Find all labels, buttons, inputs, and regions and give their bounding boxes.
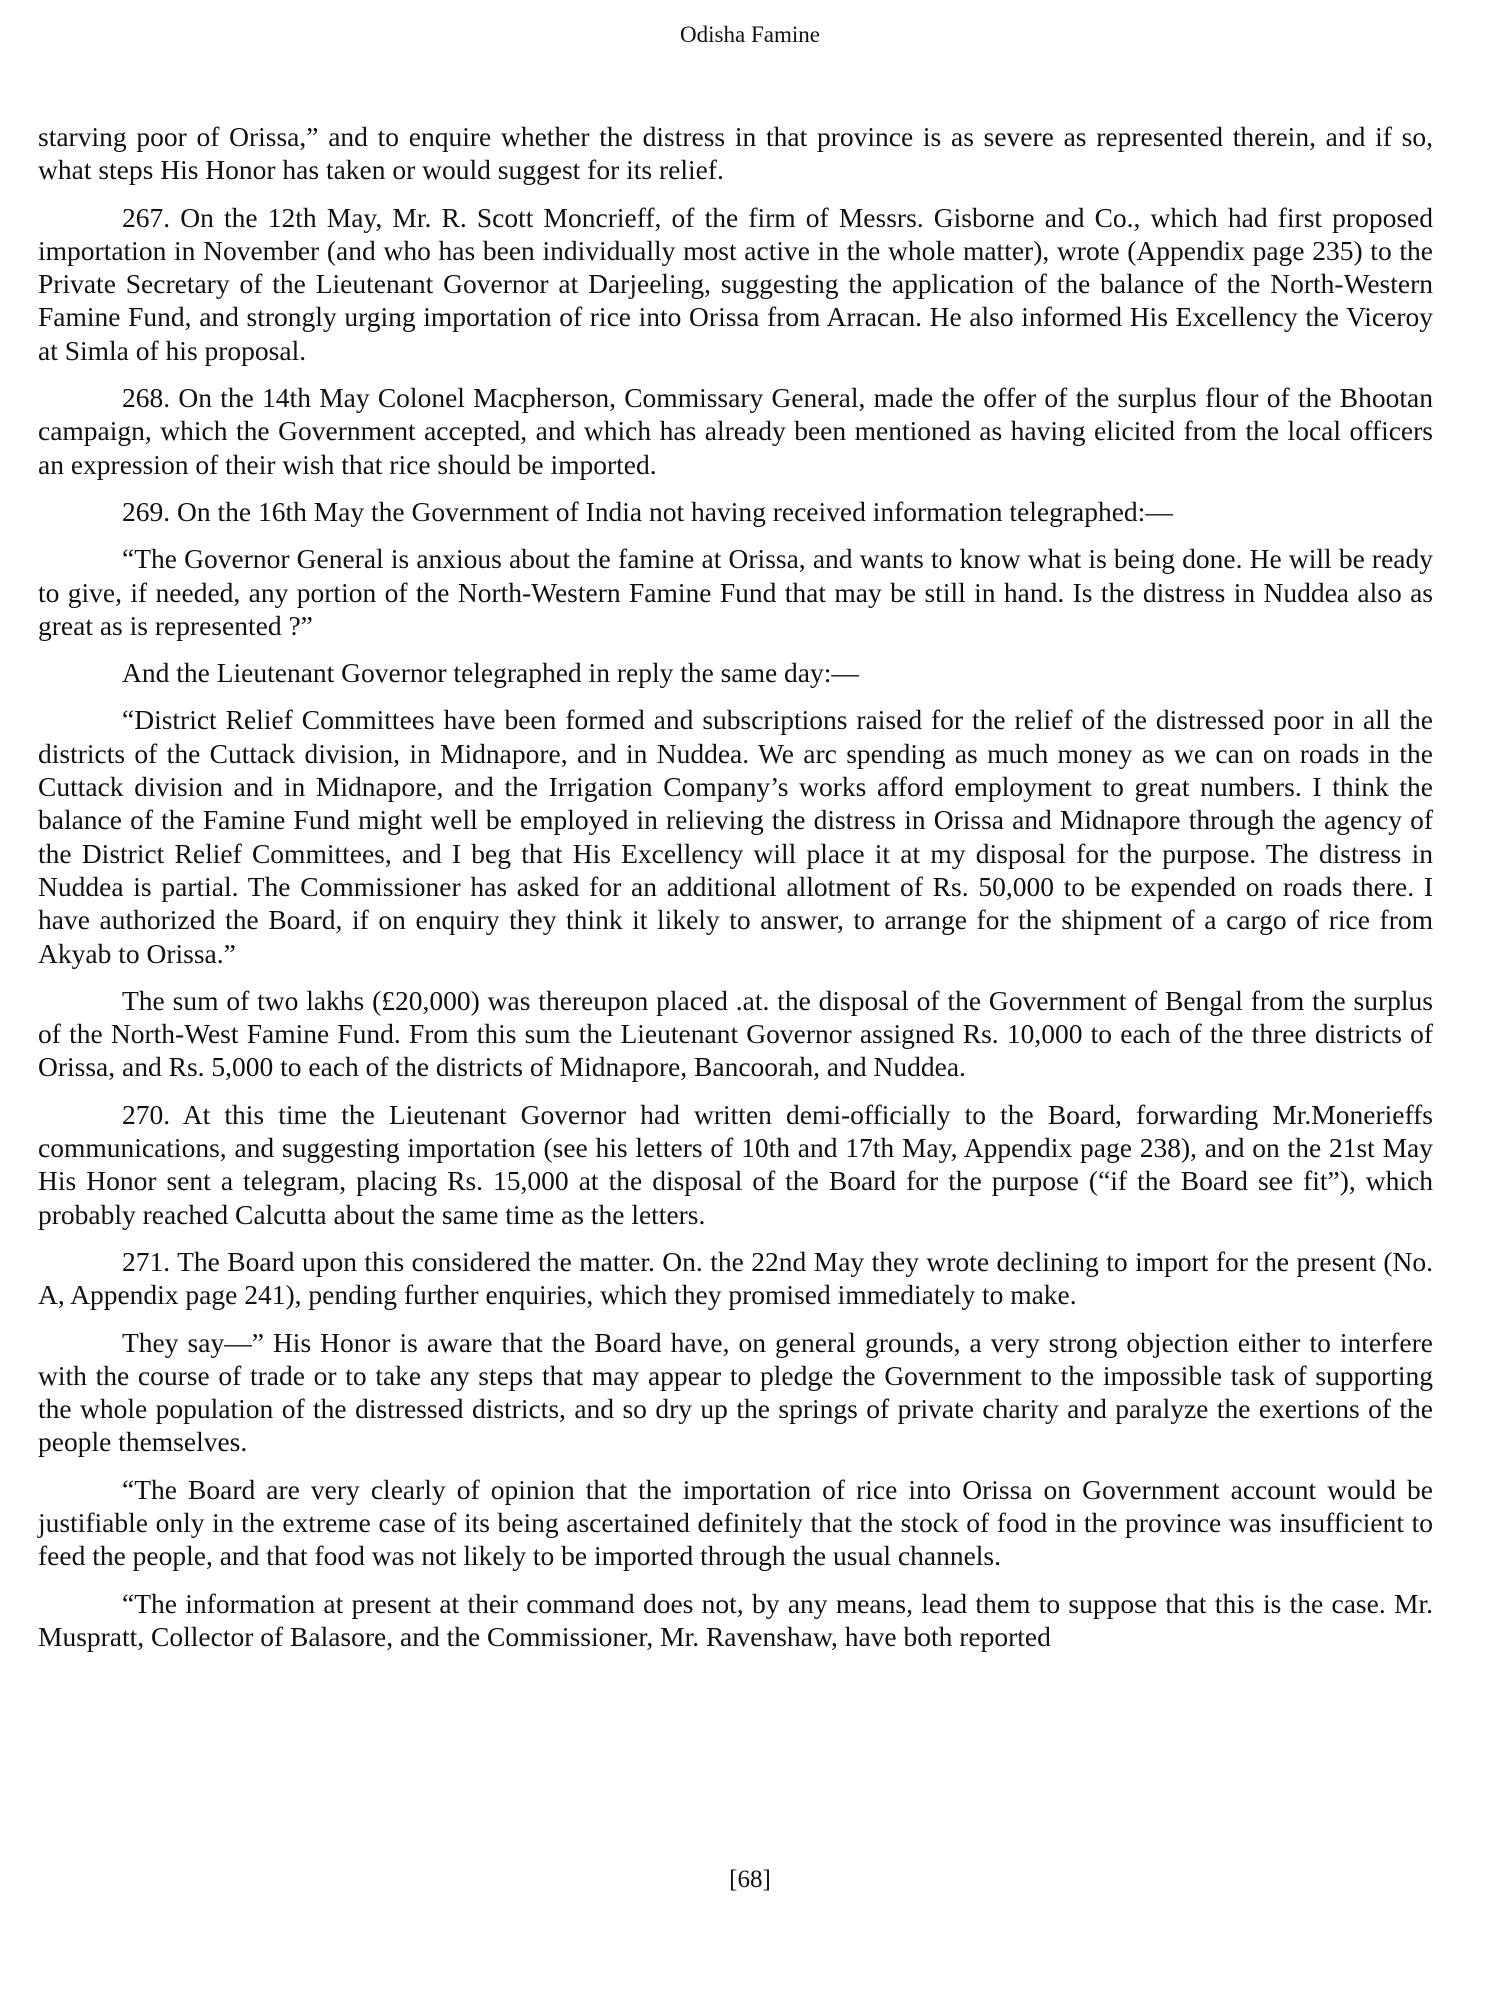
page-number: [68] — [729, 1866, 771, 1893]
paragraph-268: 268. On the 14th May Colonel Macpherson, Commissary General, made the offer of the surplus flour of the Bhootan campaign, which the Government accepted, and which has already been mentioned as having elicited from the local officers an expression of their wish that rice should be imported. — [38, 382, 1433, 480]
paragraph-continuation: starving poor of Orissa,” and to enquire whether the distress in that province is as severe as represented therein, and if so, what steps His Honor has taken or would suggest for its relief. — [38, 121, 1433, 186]
quote-board-opinion: “The Board are very clearly of opinion that the importation of rice into Orissa on Government account would be justifiable only in the extreme case of its being ascertained definitely that the stock of food in the province was insufficient to feed the people, and that food was not likely to be imported through the usual channels. — [38, 1473, 1433, 1572]
paragraph-they-say: They say—” His Honor is aware that the Board have, on general grounds, a very strong objection either to interfere with the course of trade or to take any steps that may appear to pledge the Government to the impossible task of supporting the whole population of the distressed districts, and so dry up the springs of private charity and paralyze the exertions of the people themselves. — [38, 1326, 1433, 1458]
paragraph-271: 271. The Board upon this considered the matter. On. the 22nd May they wrote declining to import for the present (No. A, Appendix page 241), pending further enquiries, which they promised immediately to make. — [38, 1245, 1433, 1311]
paragraph-two-lakhs: The sum of two lakhs (£20,000) was thereupon placed .at. the disposal of the Government of Bengal from the surplus of the North-West Famine Fund. From this sum the Lieutenant Governor assigned Rs. 10,000 to each of the three districts of Orissa, and Rs. 5,000 to each of the districts of Midnapore, Bancoorah, and Nuddea. — [38, 984, 1433, 1083]
page-body — [38, 120, 1433, 1667]
quote-governor-general: “The Governor General is anxious about the famine at Orissa, and wants to know what is being done. He will be ready to give, if needed, any portion of the North-Western Famine Fund that may be still in hand. Is the distress in Nuddea also as great as is represented ?” — [38, 543, 1433, 641]
quote-lieutenant-governor: “District Relief Committees have been formed and subscriptions raised for the relief of the distressed poor in all the districts of the Cuttack division, in Midnapore, and in Nuddea. We arc spending as much money as we can on roads in the Cuttack division and in Midnapore, and the Irrigation Company’s works afford employment to great numbers. I think the balance of the Famine Fund might well be employed in relieving the distress in Orissa and Midnapore through the agency of the District Relief Committees, and I beg that His Excellency will place it at my disposal for the purpose. The distress in Nuddea is partial. The Commissioner has asked for an additional allotment of Rs. 50,000 to be expended on roads there. I have authorized the Board, if on enquiry they think it likely to answer, to arrange for the shipment of a cargo of rice from Akyab to Orissa.” — [38, 704, 1433, 969]
paragraph-reply: And the Lieutenant Governor telegraphed in reply the same day:— — [122, 657, 859, 689]
quote-board-information: “The information at present at their command does not, by any means, lead them to suppose that this is the case. Mr. Muspratt, Collector of Balasore, and the Commissioner, Mr. Ravenshaw, have both reported — [38, 1587, 1433, 1652]
paragraph-267: 267. On the 12th May, Mr. R. Scott Moncrieff, of the firm of Messrs. Gisborne and Co., which had first proposed importation in November (and who has been individually most active in the whole matter), wrote (Appendix page 235) to the Private Secretary of the Lieutenant Governor at Darjeeling, suggesting the application of the balance of the North-Western Famine Fund, and strongly urging importation of rice into Orissa from Arracan. He also informed His Excellency the Viceroy at Simla of his proposal. — [38, 201, 1433, 366]
running-header: Odisha Famine — [680, 22, 820, 47]
paragraph-269: 269. On the 16th May the Government of India not having received information telegraphed:— — [122, 495, 1173, 527]
paragraph-270: 270. At this time the Lieutenant Governor had written demi-officially to the Board, forwarding Mr.Monerieffs communications, and suggesting importation (see his letters of 10th and 17th May, Appendix page 238), and on the 21st May His Honor sent a telegram, placing Rs. 15,000 at the disposal of the Board for the purpose (“if the Board see fit”), which probably reached Calcutta about the same time as the letters. — [38, 1098, 1433, 1230]
